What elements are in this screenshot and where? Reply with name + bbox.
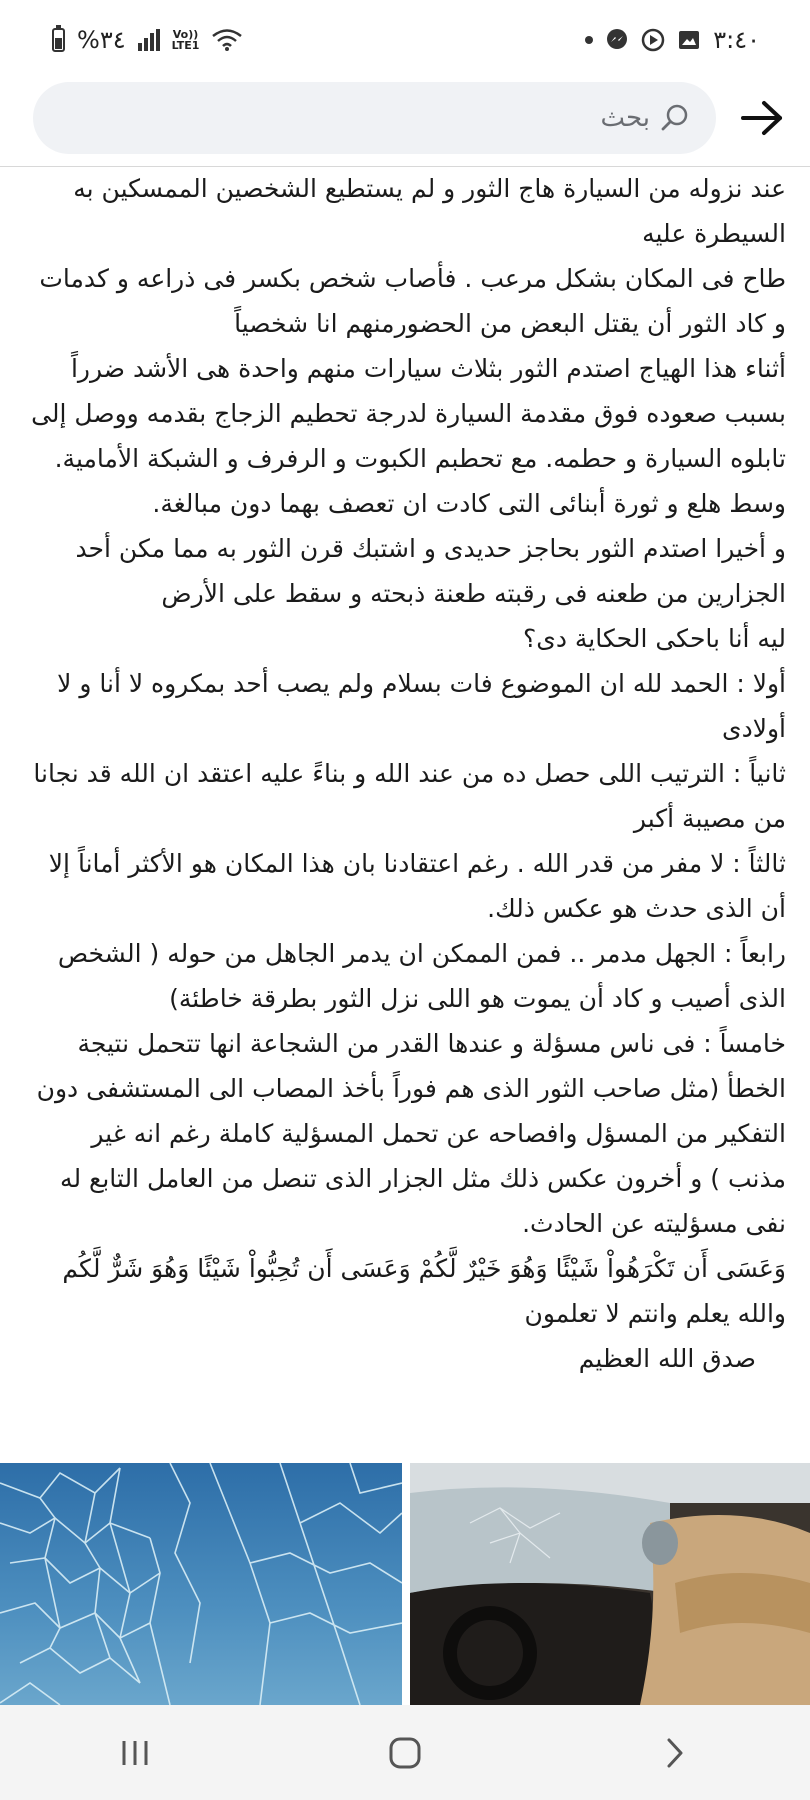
- search-placeholder: بحث: [600, 103, 650, 133]
- notification-dot-icon: [585, 36, 593, 44]
- status-right: [585, 26, 760, 54]
- status-bar: [0, 0, 810, 80]
- post-photo-car-interior[interactable]: [410, 1463, 810, 1705]
- recents-icon: [119, 1738, 151, 1768]
- gallery-icon: [677, 28, 701, 52]
- post-paragraph: أثناء هذا الهياج اصتدم الثور بثلاث سيارات منهم واحدة هى الأشد ضرراً بسبب صعوده فوق مقدمة السيارة لدرجة تحطيم الزجاج بقدمه ووصل إلى تابلوه السيارة و حطمه. مع تحطبم الكبوت و الرفرف و الشبكة الأمامية. وسط هلع و ثورة أبنائى التى كادت ان تعصف بهما دون مبالغة.: [31, 354, 786, 518]
- battery-level: %٣٤: [77, 26, 126, 54]
- post-paragraph: وَعَسَى أَن تَكْرَهُواْ شَيْئًا وَهُوَ خَيْرٌ لَّكُمْ وَعَسَى أَن تُحِبُّواْ شَيْئًا وَهُوَ شَرٌّ لَّكُم والله يعلم وانتم لا تعلمون: [62, 1254, 786, 1328]
- signal-icon: [138, 29, 160, 51]
- car-interior-image: [410, 1463, 810, 1705]
- post-paragraph: ثالثاً : لا مفر من قدر الله . رغم اعتقادنا بان هذا المكان هو الأكثر أماناً إلا أن الذى حدث هو عكس ذلك.: [48, 849, 786, 923]
- search-icon: [660, 103, 690, 133]
- cracked-glass-image: [0, 1463, 402, 1705]
- post-paragraph: طاح فى المكان بشكل مرعب . فأصاب شخص بكسر فى ذراعه و كدمات و كاد الثور أن يقتل البعض من الحضورمنهم انا شخصياً: [39, 264, 786, 338]
- nav-back-button[interactable]: [635, 1723, 715, 1783]
- post-paragraph: ثانياً : الترتيب اللى حصل ده من عند الله و بناءً عليه اعتقد ان الله قد نجانا من مصيبة أكبر: [33, 759, 786, 833]
- volte-label: Vo)): [172, 28, 199, 41]
- volte-indicator: [172, 29, 200, 51]
- home-button[interactable]: [365, 1723, 445, 1783]
- search-input[interactable]: [33, 82, 716, 154]
- header: [0, 80, 810, 166]
- post-paragraph: أولا : الحمد لله ان الموضوع فات بسلام ولم يصب أحد بمكروه لا أنا و لا أولادى: [57, 669, 786, 743]
- post-paragraph: ليه أنا باحكى الحكاية دى؟: [522, 624, 786, 653]
- chevron-right-icon: [665, 1737, 685, 1769]
- post-text: [26, 166, 786, 1381]
- battery-icon: [52, 28, 65, 52]
- post-paragraph: و أخيرا اصتدم الثور بحاجز حديدى و اشتبك قرن الثور به مما مكن أحد الجزارين من طعنه فى رقبته طعنة ذبحته و سقط على الأرض: [75, 534, 786, 608]
- messenger-icon: [605, 28, 629, 52]
- back-button[interactable]: [738, 96, 786, 140]
- recents-button[interactable]: [95, 1723, 175, 1783]
- arrow-right-icon: [740, 100, 784, 136]
- post-photo-cracked-glass[interactable]: [0, 1463, 402, 1705]
- post-paragraph: صدق الله العظيم: [578, 1344, 756, 1373]
- network-label: LTE1: [171, 39, 200, 52]
- post-paragraph: عند نزوله من السيارة هاج الثور و لم يستطيع الشخصين الممسكين به السيطرة عليه: [73, 174, 786, 248]
- home-icon: [388, 1736, 422, 1770]
- post-paragraph: رابعاً : الجهل مدمر .. فمن الممكن ان يدمر الجاهل من حوله ( الشخص الذى أصيب و كاد أن يموت هو اللى نزل الثور بطرقة خاطئة): [57, 939, 786, 1013]
- system-nav-bar: [0, 1705, 810, 1800]
- post-paragraph: خامساً : فى ناس مسؤلة و عندها القدر من الشجاعة انها تتحمل نتيجة الخطأ (مثل صاحب الثور الذى هم فوراً بأخذ المصاب الى المستشفى دون التفكير من المسؤل وافصاحه عن تحمل المسؤلية كاملة رغم انه غير مذنب ) و أخرون عكس ذلك مثل الجزار الذى تنصل من العامل التابع له نفى مسؤليته عن الحادث.: [36, 1029, 786, 1238]
- wifi-icon: [211, 28, 243, 52]
- play-store-icon: [641, 28, 665, 52]
- clock: ٣:٤٠: [713, 26, 760, 54]
- status-left: [52, 26, 243, 54]
